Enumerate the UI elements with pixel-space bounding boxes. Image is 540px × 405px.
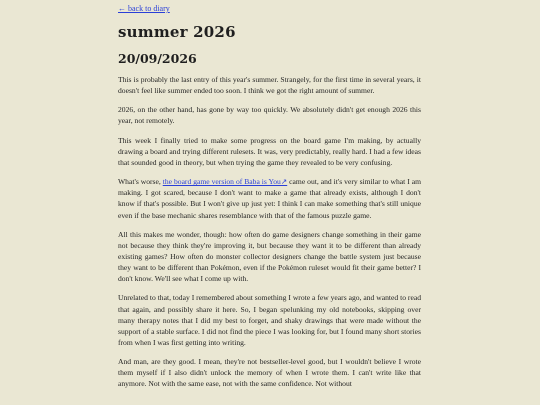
entry-date: 20/09/2026	[118, 51, 197, 66]
entry-paragraph: 2026, on the other hand, has gone by way too quickly. We absolutely didn't get enough 2026 this year, not remotely.	[118, 105, 421, 126]
entry-paragraph: And man, are they good. I mean, they're not bestseller-level good, but I wouldn't believe I wrote them myself if I also didn't unlock the memory of when I wrote them. I can't write like that anymore. Not with the same ease, not with the same confidence. Not without	[118, 357, 421, 389]
entry-paragraph-with-link	[118, 176, 421, 220]
entry-paragraph: All this makes me wonder, though: how often do game designers change something in their game not because they think they're improving it, but because they want it to be different than already existing games? How often do monster collector designers change the battle system just because they want to be different than Pokémon, even if the Pokémon ruleset would fit their game better? I don't know. We'll see what I come up with.	[118, 229, 421, 284]
baba-is-you-board-game-link[interactable]: the board game version of Baba is You↗	[162, 177, 288, 187]
entry-title: summer 2026	[118, 23, 236, 41]
paragraph-text: came out, and it's very similar to what I am making. I got scared, because I don't want to make a game that already exists, although I don't know if that's possible. But I won't give up just yet: I think I can make something that's still unique even if the base mechanic shares resemblance with that of the famous puzzle game.	[118, 177, 422, 220]
entry-body	[118, 74, 421, 398]
entry-paragraph: Unrelated to that, today I remembered about something I wrote a few years ago, and wanted to read that again, and possibly share it here. So, I began spelunking my old notebooks, skipping over many therapy notes that I did my best to forget, and shaky drawings that were made without the support of a stable surface. I did not find the piece I was looking for, but I found many short stories from when I was first getting into writing.	[118, 293, 421, 347]
entry-paragraph: This is probably the last entry of this year's summer. Strangely, for the first time in several years, it doesn't feel like summer ended too soon. I think we got the right amount of summer.	[118, 75, 421, 96]
paragraph-text: What's worse,	[118, 177, 163, 187]
back-to-diary-link[interactable]: ← back to diary	[118, 4, 170, 13]
entry-paragraph: This week I finally tried to make some progress on the board game I'm making, by actually drawing a board and trying different rulesets. It was, very predictably, really hard. I had a few ideas that sounded good in theory, but when trying the game they revealed to be very confusing.	[118, 135, 421, 167]
